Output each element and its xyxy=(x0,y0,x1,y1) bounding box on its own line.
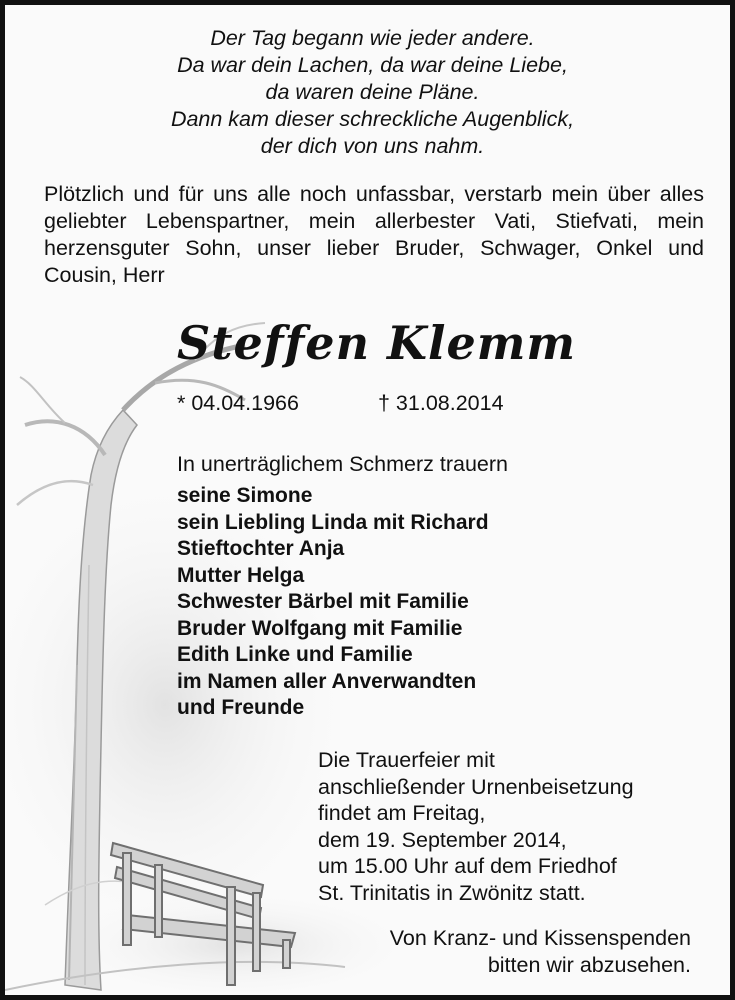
poem-line: der dich von uns nahm. xyxy=(260,134,485,158)
mourner: Schwester Bärbel mit Familie xyxy=(177,590,469,613)
death-date: † 31.08.2014 xyxy=(378,391,504,415)
funeral-line: dem 19. September 2014, xyxy=(318,827,567,852)
poem xyxy=(65,25,680,160)
mourning-intro: In unerträglichem Schmerz trauern xyxy=(177,452,509,476)
poem-line: da waren deine Pläne. xyxy=(265,80,480,104)
mourners-list xyxy=(177,483,489,722)
mourner: Mutter Helga xyxy=(177,563,305,587)
mourner: und Freunde xyxy=(177,696,305,719)
poem-line: Da war dein Lachen, da war deine Liebe, xyxy=(177,53,568,77)
closing-note xyxy=(390,925,691,978)
funeral-line: anschließender Urnenbeisetzung xyxy=(318,774,634,799)
poem-line: Dann kam dieser schreckliche Augenblick, xyxy=(170,107,575,131)
funeral-line: Die Trauerfeier mit xyxy=(318,748,495,772)
birth-date: * 04.04.1966 xyxy=(177,391,299,415)
closing-line: bitten wir abzusehen. xyxy=(487,952,691,977)
mourner: seine Simone xyxy=(177,484,313,507)
mourner: Stieftochter Anja xyxy=(177,537,345,560)
funeral-line: findet am Freitag, xyxy=(318,801,486,825)
mourner: sein Liebling Linda mit Richard xyxy=(177,510,489,534)
poem-line: Der Tag begann wie jeder andere. xyxy=(210,26,535,50)
death-announcement-text: Plötzlich und für uns alle noch unfassbar, verstarb mein über alles geliebter Lebenspartner, mein allerbester Vati, Stiefvati, mein herzensguter Sohn, unser lieber Bruder, Schwager, Onkel und Cousin, Herr xyxy=(44,182,704,287)
funeral-details xyxy=(318,747,634,906)
mourner: Bruder Wolfgang mit Familie xyxy=(177,616,463,640)
mourner: Edith Linke und Familie xyxy=(177,643,413,666)
mourner: im Namen aller Anverwandten xyxy=(177,669,477,693)
funeral-line: um 15.00 Uhr auf dem Friedhof xyxy=(318,854,617,878)
closing-line: Von Kranz- und Kissenspenden xyxy=(389,926,691,950)
funeral-line: St. Trinitatis in Zwönitz statt. xyxy=(318,880,586,905)
deceased-name: Steffen Klemm xyxy=(177,316,577,370)
